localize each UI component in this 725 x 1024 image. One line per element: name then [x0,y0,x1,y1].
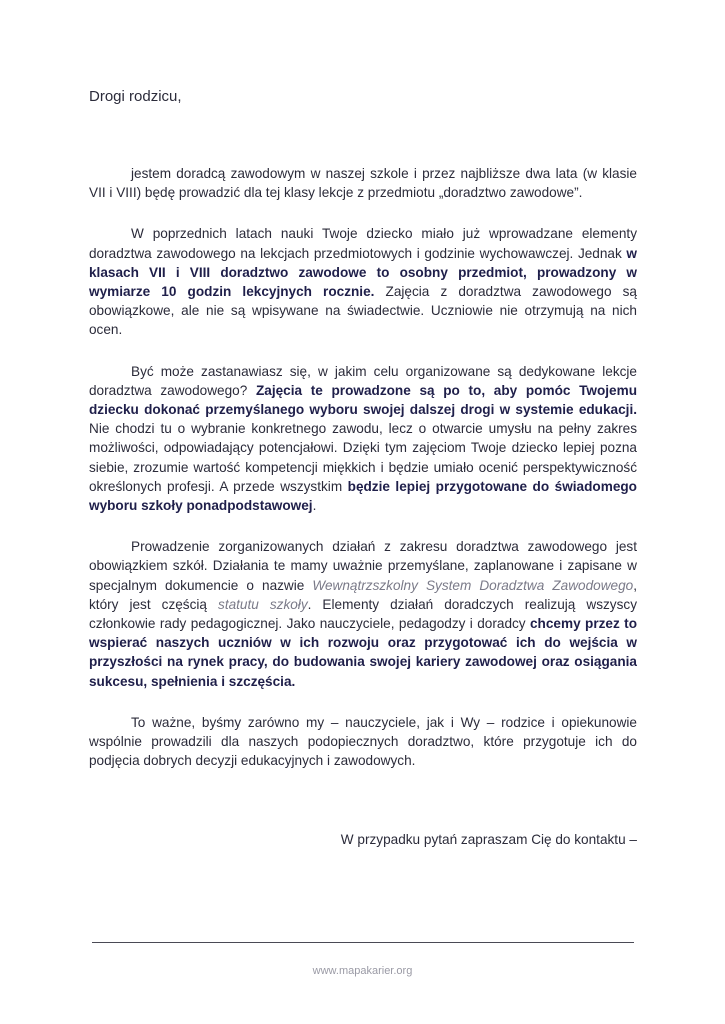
paragraph-segment: statutu szkoły [218,596,308,612]
paragraph-segment: To ważne, byśmy zarówno my – nauczyciele, jak i Wy – rodzice i opiekunowie wspólnie prowadzili dla naszych podopiecznych doradztwo, które przygotuje ich do podjęcia dobrych decyzji edukacyjnych i zawodowych. [89,714,637,769]
paragraph-segment: , który jest częścią [89,577,637,612]
paragraph-segment: Zajęcia z doradztwa zawodowego są obowiązkowe, ale nie są wpisywane na świadectwie. Uczniowie nie otrzymują na nich ocen. [89,284,637,338]
footer-divider [92,942,634,943]
paragraph-segment: Prowadzenie zorganizowanych działań z zakresu doradztwa zawodowego jest obowiązkiem szkół. Działania te mamy uważnie przemyślane, zaplanowane i zapisane w specjalnym dokumencie o nazwie [89,539,637,593]
paragraph-segment: chcemy przez to wspierać naszych uczniów w ich rozwoju oraz przygotować ich do wejścia w przyszłości na rynek pracy, do budowania swojej kariery zawodowej oraz osiągania sukcesu, spełnienia i szczęścia. [89,616,638,689]
letter-greeting: Drogi rodzicu, [89,88,182,105]
paragraph-segment: w klasach VII i VIII doradztwo zawodowe to osobny przedmiot, prowadzony w wymiarze 10 godzin lekcyjnych rocznie. [89,245,637,300]
paragraph-2 [89,224,637,339]
paragraph-1 [89,164,637,202]
paragraph-segment: W poprzednich latach nauki Twoje dziecko miało już wprowadzane elementy doradztwa zawodowego na lekcjach przedmiotowych i godzinie wychowawczej. Jednak [89,226,637,261]
letter-body [89,164,637,792]
paragraph-segment: będzie lepiej przygotowane do świadomego wyboru szkoły ponadpodstawowej [89,478,637,514]
paragraph-4 [89,537,637,691]
paragraph-segment: Zajęcia te prowadzone są po to, aby pomóc Twojemu dziecku dokonać przemyślanego wyboru swojej dalszej drogi w systemie edukacji. [89,382,637,418]
paragraph-segment: . [312,498,317,514]
paragraph-segment: Nie chodzi tu o wybranie konkretnego zawodu, lecz o otwarcie umysłu na pełny zakres możliwości, odpowiadający potencjałowi. Dzięki tym zajęciom Twoje dziecko lepiej pozna siebie, zrozumie wartość kompetencji miękkich i będzie umiało ocenić perspektywiczność określonych profesji. A przede wszystkim [89,421,637,494]
paragraph-5 [89,713,637,771]
paragraph-segment: jestem doradcą zawodowym w naszej szkole i przez najbliższe dwa lata (w klasie VII i VIII) będę prowadzić dla tej klasy lekcje z przedmiotu „doradztwo zawodowe”. [89,166,637,201]
paragraph-segment: Wewnątrzszkolny System Doradztwa Zawodowego [312,577,634,593]
paragraph-segment: . Elementy działań doradczych realizują wszyscy członkowie rady pedagogicznej. Jako nauczyciele, pedagodzy i doradcy [89,596,637,632]
paragraph-3 [89,362,637,516]
paragraph-segment: Być może zastanawiasz się, w jakim celu organizowane są dedykowane lekcje doradztwa zawodowego? [89,363,637,398]
footer-website: www.mapakarier.org [312,965,413,977]
contact-invitation: W przypadku pytań zapraszam Cię do kontaktu – [340,832,637,847]
